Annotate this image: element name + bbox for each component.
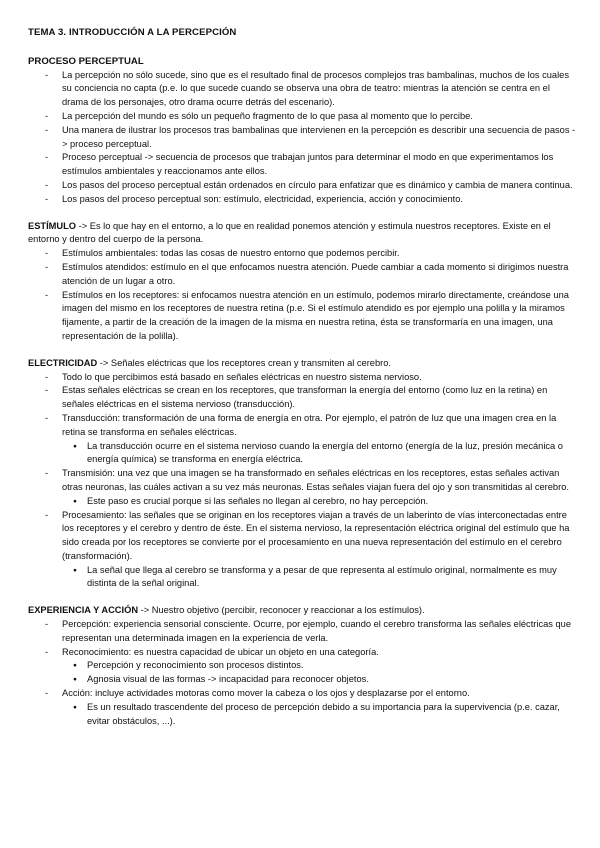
section-intro-text: -> Señales eléctricas que los receptores crean y transmiten al cerebro. [97, 357, 391, 368]
section-label: ELECTRICIDAD [28, 357, 98, 368]
list-item: - Estímulos ambientales: todas las cosas de nuestro entorno que podemos percibir. [62, 247, 576, 261]
sub-list [62, 440, 576, 468]
list-item: - Estímulos en los receptores: si enfocamos nuestra atención en un estímulo, podemos mirarlo directamente, creándose una imagen del mismo en los receptores de nuestra retina (p.e. Si el estímulo atendido es por ejemplo una polilla y la miramos fijamente, a partir de la creación de la imagen de la misma en nuestra retina, ésta se transformaría en una imagen, una representación de la polilla). [62, 289, 576, 344]
list-item-text: Percepción: experiencia sensorial consciente. Ocurre, por ejemplo, cuando el cerebro transforma las señales eléctricas que representan una determinada imagen en la experiencia de verla. [62, 619, 572, 643]
list-item: - Una manera de ilustrar los procesos tras bambalinas que intervienen en la percepción es describir una secuencia de pasos -> proceso perceptual. [62, 124, 576, 152]
sub-list-item: ● Es un resultado trascendente del proceso de percepción debido a su importancia para la supervivencia (p.e. cazar, evitar obstáculos, ...). [87, 701, 576, 729]
section-intro [28, 357, 576, 371]
section-experiencia-accion [28, 604, 576, 728]
section-label: ESTÍMULO [28, 220, 77, 231]
sub-list [62, 564, 576, 592]
section-intro-text: -> Es lo que hay en el entorno, a lo que en realidad ponemos atención y estimula nuestros receptores. Existe en el entorno y dentro del cuerpo de la persona. [28, 220, 551, 245]
list-item: - Los pasos del proceso perceptual son: estímulo, electricidad, experiencia, acción y conocimiento. [62, 193, 576, 207]
list-item-text: Acción: incluye actividades motoras como mover la cabeza o los ojos y desplazarse por el entorno. [62, 688, 470, 699]
section-intro [28, 604, 576, 618]
list-item-text: Estas señales eléctricas se crean en los receptores, que transforman la energía del entorno (como luz en la retina) en señales eléctricas en el sistema nervioso (transducción). [62, 385, 548, 410]
list-item-text: Reconocimiento: es nuestra capacidad de ubicar un objeto en una categoría. [62, 646, 379, 657]
estimulo-list [28, 247, 576, 344]
sub-list [62, 495, 576, 509]
list-item-text: Procesamiento: las señales que se originan en los receptores viajan a través de un laberinto de vías interconectadas entre los receptores y el cerebro y dentro de éste. En el sistema nervioso, la representación eléctrica original del estímulo que ha sido creada por los receptores se convierte por el procesamiento en una nueva representación del estímulo en el cerebro (transformación). [62, 509, 570, 561]
electricidad-list [28, 371, 576, 592]
list-item [62, 384, 576, 412]
proceso-list [28, 69, 576, 207]
list-item [62, 412, 576, 467]
sub-list-item: ● La señal que llega al cerebro se transforma y a pesar de que representa al estímulo original, normalmente es muy distinta de la señal original. [87, 564, 576, 592]
section-label: EXPERIENCIA Y ACCIÓN [28, 605, 139, 616]
list-item [62, 646, 576, 687]
list-item [62, 687, 576, 728]
list-item: - La percepción no sólo sucede, sino que es el resultado final de procesos complejos tras bambalinas, muchos de los cuales su conciencia no capta (p.e. lo que sucede cuando se observa una obra de teatro: mientras la atención se centra en el drama de los personajes, otro drama ocurre detrás del escenario). [62, 69, 576, 110]
section-estimulo [28, 220, 576, 344]
sub-list-item: ● La transducción ocurre en el sistema nervioso cuando la energía del entorno (energía de la luz, presión mecánica o energía química) se transforma en energía eléctrica. [87, 440, 576, 468]
section-intro [28, 220, 576, 248]
list-item: - Proceso perceptual -> secuencia de procesos que trabajan juntos para determinar el modo en que experimentamos los estímulos ambientales y reaccionamos ante ellos. [62, 151, 576, 179]
document-title: TEMA 3. INTRODUCCIÓN A LA PERCEPCIÓN [28, 27, 237, 38]
sub-list [62, 701, 576, 729]
section-intro-text: -> Nuestro objetivo (percibir, reconocer y reaccionar a los estímulos). [138, 605, 425, 616]
list-item: - Los pasos del proceso perceptual están ordenados en círculo para enfatizar que es dinámico y cambia de manera continua. [62, 179, 576, 193]
section-proceso-perceptual [28, 55, 576, 207]
list-item [62, 509, 576, 592]
sub-list [62, 659, 576, 687]
list-item-text: Transducción: transformación de una forma de energía en otra. Por ejemplo, el patrón de luz que una imagen crea en la retina se transforma en señales eléctricas. [62, 412, 557, 437]
sub-list-item: ● Este paso es crucial porque si las señales no llegan al cerebro, no hay percepción. [87, 495, 576, 509]
list-item: - La percepción del mundo es sólo un pequeño fragmento de lo que pasa al momento que lo percibe. [62, 110, 576, 124]
list-item [62, 618, 576, 646]
section-electricidad [28, 357, 576, 592]
section-heading: PROCESO PERCEPTUAL [28, 55, 144, 67]
list-item-text: Todo lo que percibimos está basado en señales eléctricas en nuestro sistema nervioso. [62, 371, 422, 382]
sub-list-item: ● Percepción y reconocimiento son procesos distintos. [87, 659, 576, 673]
list-item [62, 467, 576, 508]
sub-list-item: ● Agnosia visual de las formas -> incapacidad para reconocer objetos. [87, 673, 576, 687]
experiencia-list [28, 618, 576, 728]
list-item [62, 371, 576, 385]
list-item-text: Transmisión: una vez que una imagen se ha transformado en señales eléctricas en los receptores, estas señales activan otras neuronas, las cuáles activan a su vez más neuronas. Estas señales viajan fuera del ojo y son transmitidas al cerebro. [62, 468, 569, 492]
list-item: - Estímulos atendidos: estímulo en el que enfocamos nuestra atención. Puede cambiar a cada momento si dirigimos nuestra atención de un lugar a otro. [62, 261, 576, 289]
